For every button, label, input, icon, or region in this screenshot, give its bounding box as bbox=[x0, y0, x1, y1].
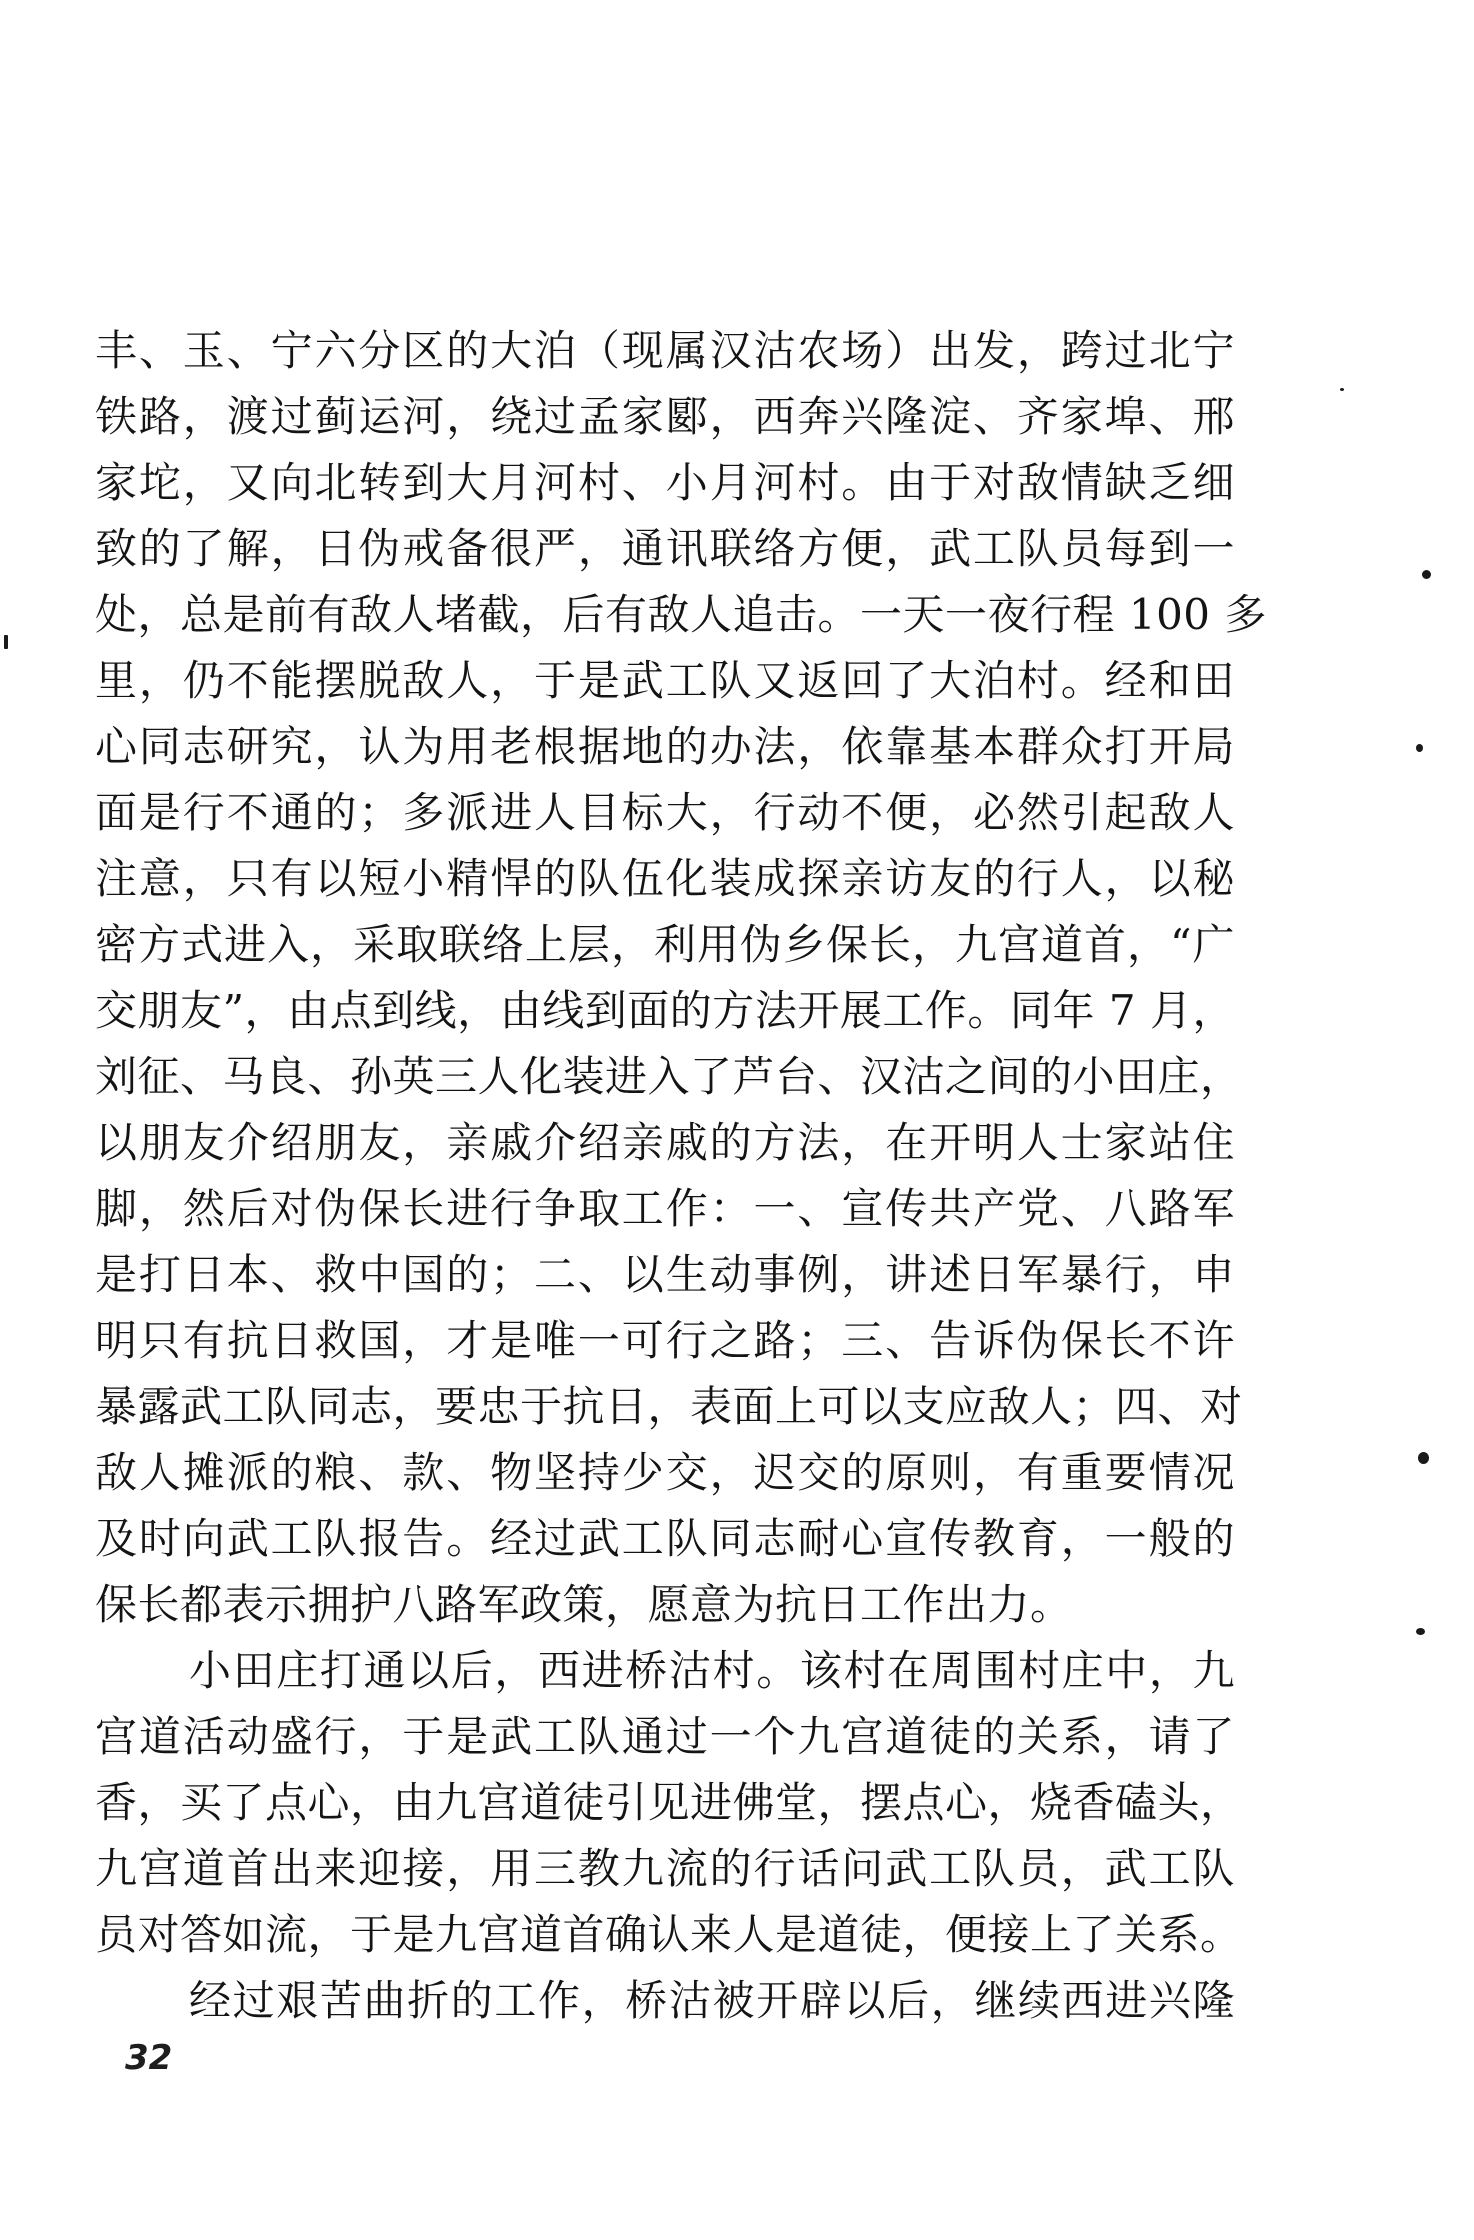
text-line: 面是行不通的；多派进人目标大，行动不便，必然引起敌人 bbox=[95, 788, 1235, 837]
text-line: 以朋友介绍朋友，亲戚介绍亲戚的方法，在开明人士家站住 bbox=[95, 1118, 1235, 1167]
scan-speck bbox=[1416, 1628, 1425, 1635]
text-line: 九宫道首出来迎接，用三教九流的行话问武工队员，武工队 bbox=[95, 1844, 1235, 1893]
text-line: 是打日本、救中国的；二、以生动事例，讲述日军暴行，申 bbox=[95, 1250, 1235, 1299]
paragraph-start-line: 经过艰苦曲折的工作，桥沽被开辟以后，继续西进兴隆 bbox=[189, 1976, 1235, 2025]
text-line: 敌人摊派的粮、款、物坚持少交，迟交的原则，有重要情况 bbox=[95, 1448, 1235, 1497]
paragraph-end-line: 员对答如流，于是九宫道首确认来人是道徒，便接上了关系。 bbox=[95, 1910, 1243, 1959]
scan-speck bbox=[1340, 388, 1344, 391]
scan-speck bbox=[1416, 744, 1423, 752]
text-line: 脚，然后对伪保长进行争取工作：一、宣传共产党、八路军 bbox=[95, 1184, 1235, 1233]
scan-speck bbox=[1418, 1452, 1429, 1464]
scan-speck bbox=[1422, 570, 1431, 579]
text-line: 明只有抗日救国，才是唯一可行之路；三、告诉伪保长不许 bbox=[95, 1316, 1235, 1365]
text-line: 致的了解，日伪戒备很严，通讯联络方便，武工队员每到一 bbox=[95, 524, 1235, 573]
text-line: 心同志研究，认为用老根据地的办法，依靠基本群众打开局 bbox=[95, 722, 1235, 771]
scan-speck bbox=[4, 635, 8, 649]
text-line: 暴露武工队同志，要忠于抗日，表面上可以支应敌人；四、对 bbox=[95, 1382, 1243, 1431]
text-line: 交朋友”，由点到线，由线到面的方法开展工作。同年 7 月， bbox=[95, 986, 1235, 1035]
text-line: 及时向武工队报告。经过武工队同志耐心宣传教育，一般的 bbox=[95, 1514, 1235, 1563]
text-line: 铁路，渡过蓟运河，绕过孟家郾，西奔兴隆淀、齐家埠、邢 bbox=[95, 392, 1235, 441]
text-line: 处，总是前有敌人堵截，后有敌人追击。一天一夜行程 100 多 bbox=[95, 590, 1267, 639]
text-line: 宫道活动盛行，于是武工队通过一个九宫道徒的关系，请了 bbox=[95, 1712, 1235, 1761]
text-line: 家坨，又向北转到大月河村、小月河村。由于对敌情缺乏细 bbox=[95, 458, 1235, 507]
text-line: 密方式进入，采取联络上层，利用伪乡保长，九宫道首，“广 bbox=[95, 920, 1235, 969]
text-line: 丰、玉、宁六分区的大泊（现属汉沽农场）出发，跨过北宁 bbox=[95, 326, 1235, 375]
paragraph-end-line: 保长都表示拥护八路军政策，愿意为抗日工作出力。 bbox=[95, 1580, 1073, 1629]
body-text bbox=[95, 318, 1267, 2034]
text-line: 刘征、马良、孙英三人化装进入了芦台、汉沽之间的小田庄， bbox=[95, 1052, 1243, 1101]
page-number: 32 bbox=[125, 2038, 173, 2078]
paragraph-start-line: 小田庄打通以后，西进桥沽村。该村在周围村庄中，九 bbox=[189, 1646, 1235, 1695]
text-line: 香，买了点心，由九宫道徒引见进佛堂，摆点心，烧香磕头， bbox=[95, 1778, 1243, 1827]
text-line: 注意，只有以短小精悍的队伍化装成探亲访友的行人，以秘 bbox=[95, 854, 1235, 903]
text-line: 里，仍不能摆脱敌人，于是武工队又返回了大泊村。经和田 bbox=[95, 656, 1235, 705]
